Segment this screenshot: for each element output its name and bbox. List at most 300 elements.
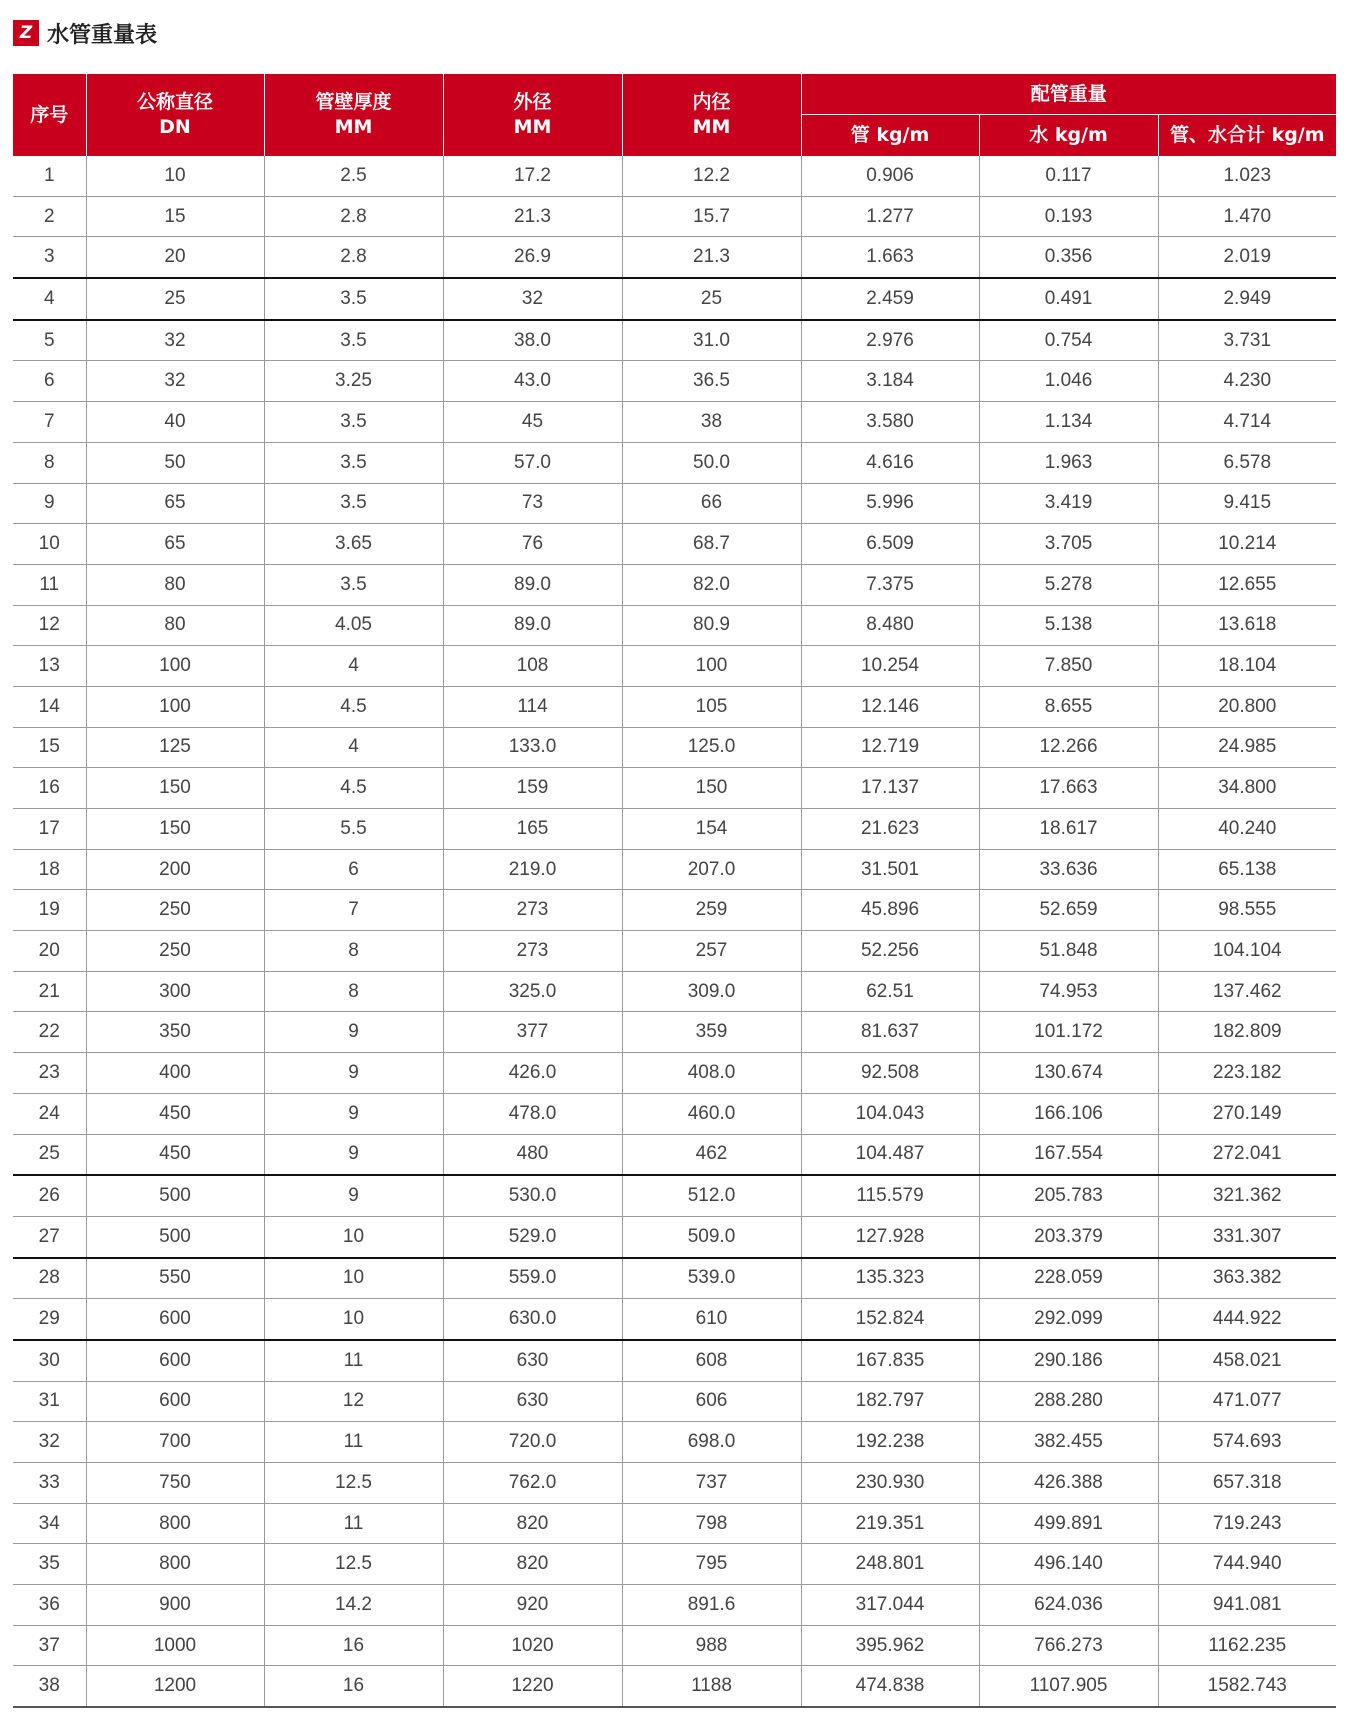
- cell-seq: 24: [13, 1093, 86, 1134]
- cell-od: 26.9: [443, 237, 622, 278]
- cell-water-weight: 1.963: [979, 442, 1158, 483]
- cell-dn: 800: [86, 1544, 264, 1585]
- cell-od: 377: [443, 1012, 622, 1053]
- cell-pipe-weight: 135.323: [801, 1258, 979, 1299]
- cell-id: 207.0: [622, 849, 801, 890]
- cell-dn: 15: [86, 196, 264, 237]
- cell-total-weight: 1162.235: [1158, 1625, 1336, 1666]
- header-outer-diameter: 外径 MM: [443, 74, 622, 156]
- cell-od: 480: [443, 1134, 622, 1175]
- cell-pipe-weight: 45.896: [801, 890, 979, 931]
- table-row: [13, 237, 1336, 278]
- cell-seq: 3: [13, 237, 86, 278]
- cell-wall: 2.5: [264, 156, 443, 196]
- cell-seq: 18: [13, 849, 86, 890]
- cell-dn: 550: [86, 1258, 264, 1299]
- cell-id: 36.5: [622, 361, 801, 402]
- cell-total-weight: 1.023: [1158, 156, 1336, 196]
- cell-total-weight: 24.985: [1158, 727, 1336, 768]
- cell-total-weight: 363.382: [1158, 1258, 1336, 1299]
- cell-pipe-weight: 31.501: [801, 849, 979, 890]
- cell-od: 89.0: [443, 564, 622, 605]
- title-bar: [13, 16, 157, 50]
- cell-seq: 34: [13, 1503, 86, 1544]
- table-row: [13, 931, 1336, 972]
- table-row: [13, 646, 1336, 687]
- cell-water-weight: 51.848: [979, 931, 1158, 972]
- header-inner-diameter: 内径 MM: [622, 74, 801, 156]
- cell-total-weight: 270.149: [1158, 1093, 1336, 1134]
- cell-total-weight: 98.555: [1158, 890, 1336, 931]
- cell-wall: 7: [264, 890, 443, 931]
- cell-id: 21.3: [622, 237, 801, 278]
- cell-water-weight: 624.036: [979, 1585, 1158, 1626]
- cell-wall: 12: [264, 1381, 443, 1422]
- table-row: [13, 768, 1336, 809]
- cell-wall: 12.5: [264, 1544, 443, 1585]
- cell-total-weight: 321.362: [1158, 1175, 1336, 1216]
- cell-id: 105: [622, 686, 801, 727]
- cell-wall: 9: [264, 1175, 443, 1216]
- cell-od: 133.0: [443, 727, 622, 768]
- cell-dn: 10: [86, 156, 264, 196]
- cell-dn: 1200: [86, 1666, 264, 1707]
- cell-pipe-weight: 104.487: [801, 1134, 979, 1175]
- cell-id: 610: [622, 1299, 801, 1340]
- cell-dn: 600: [86, 1381, 264, 1422]
- cell-dn: 250: [86, 931, 264, 972]
- cell-pipe-weight: 248.801: [801, 1544, 979, 1585]
- cell-id: 606: [622, 1381, 801, 1422]
- cell-od: 43.0: [443, 361, 622, 402]
- cell-total-weight: 1.470: [1158, 196, 1336, 237]
- cell-id: 66: [622, 483, 801, 524]
- cell-od: 89.0: [443, 605, 622, 646]
- cell-water-weight: 18.617: [979, 809, 1158, 850]
- cell-total-weight: 12.655: [1158, 564, 1336, 605]
- cell-od: 114: [443, 686, 622, 727]
- cell-dn: 150: [86, 768, 264, 809]
- cell-seq: 21: [13, 971, 86, 1012]
- cell-id: 1188: [622, 1666, 801, 1707]
- table-row: [13, 278, 1336, 320]
- cell-total-weight: 444.922: [1158, 1299, 1336, 1340]
- cell-pipe-weight: 62.51: [801, 971, 979, 1012]
- cell-wall: 10: [264, 1258, 443, 1299]
- cell-id: 539.0: [622, 1258, 801, 1299]
- cell-id: 359: [622, 1012, 801, 1053]
- header-wall-thickness: 管壁厚度 MM: [264, 74, 443, 156]
- table-row: [13, 1012, 1336, 1053]
- cell-od: 762.0: [443, 1463, 622, 1504]
- cell-total-weight: 458.021: [1158, 1340, 1336, 1381]
- cell-od: 108: [443, 646, 622, 687]
- cell-pipe-weight: 92.508: [801, 1053, 979, 1094]
- cell-id: 31.0: [622, 320, 801, 361]
- cell-dn: 250: [86, 890, 264, 931]
- cell-wall: 4: [264, 727, 443, 768]
- table-row: [13, 1175, 1336, 1216]
- table-row: [13, 1093, 1336, 1134]
- cell-pipe-weight: 104.043: [801, 1093, 979, 1134]
- pipe-weight-table: [13, 74, 1336, 1708]
- cell-water-weight: 288.280: [979, 1381, 1158, 1422]
- cell-total-weight: 744.940: [1158, 1544, 1336, 1585]
- cell-seq: 33: [13, 1463, 86, 1504]
- cell-dn: 40: [86, 402, 264, 443]
- cell-water-weight: 3.705: [979, 524, 1158, 565]
- cell-wall: 8: [264, 931, 443, 972]
- cell-water-weight: 130.674: [979, 1053, 1158, 1094]
- cell-total-weight: 223.182: [1158, 1053, 1336, 1094]
- cell-water-weight: 166.106: [979, 1093, 1158, 1134]
- cell-wall: 9: [264, 1053, 443, 1094]
- cell-water-weight: 5.278: [979, 564, 1158, 605]
- cell-water-weight: 496.140: [979, 1544, 1158, 1585]
- table-row: [13, 809, 1336, 850]
- cell-dn: 800: [86, 1503, 264, 1544]
- cell-water-weight: 0.754: [979, 320, 1158, 361]
- cell-id: 257: [622, 931, 801, 972]
- table-row: [13, 727, 1336, 768]
- cell-id: 12.2: [622, 156, 801, 196]
- cell-seq: 23: [13, 1053, 86, 1094]
- table-row: [13, 971, 1336, 1012]
- cell-dn: 150: [86, 809, 264, 850]
- cell-water-weight: 74.953: [979, 971, 1158, 1012]
- cell-dn: 450: [86, 1093, 264, 1134]
- cell-water-weight: 52.659: [979, 890, 1158, 931]
- cell-id: 50.0: [622, 442, 801, 483]
- cell-dn: 32: [86, 320, 264, 361]
- cell-water-weight: 17.663: [979, 768, 1158, 809]
- cell-dn: 600: [86, 1340, 264, 1381]
- cell-od: 73: [443, 483, 622, 524]
- cell-pipe-weight: 21.623: [801, 809, 979, 850]
- cell-od: 45: [443, 402, 622, 443]
- cell-wall: 9: [264, 1093, 443, 1134]
- cell-seq: 17: [13, 809, 86, 850]
- cell-total-weight: 2.949: [1158, 278, 1336, 320]
- cell-wall: 5.5: [264, 809, 443, 850]
- cell-dn: 300: [86, 971, 264, 1012]
- cell-wall: 3.5: [264, 483, 443, 524]
- cell-seq: 11: [13, 564, 86, 605]
- cell-water-weight: 33.636: [979, 849, 1158, 890]
- cell-seq: 28: [13, 1258, 86, 1299]
- cell-pipe-weight: 3.184: [801, 361, 979, 402]
- cell-pipe-weight: 52.256: [801, 931, 979, 972]
- table-row: [13, 1666, 1336, 1707]
- table-row: [13, 320, 1336, 361]
- cell-seq: 22: [13, 1012, 86, 1053]
- cell-wall: 16: [264, 1666, 443, 1707]
- header-seq: 序号: [13, 74, 86, 156]
- cell-od: 478.0: [443, 1093, 622, 1134]
- cell-seq: 5: [13, 320, 86, 361]
- cell-id: 509.0: [622, 1216, 801, 1257]
- cell-od: 219.0: [443, 849, 622, 890]
- cell-pipe-weight: 10.254: [801, 646, 979, 687]
- cell-water-weight: 0.356: [979, 237, 1158, 278]
- cell-total-weight: 4.714: [1158, 402, 1336, 443]
- cell-wall: 3.5: [264, 278, 443, 320]
- header-nominal-diameter: 公称直径 DN: [86, 74, 264, 156]
- cell-od: 529.0: [443, 1216, 622, 1257]
- cell-dn: 80: [86, 564, 264, 605]
- cell-water-weight: 0.491: [979, 278, 1158, 320]
- cell-od: 17.2: [443, 156, 622, 196]
- cell-dn: 600: [86, 1299, 264, 1340]
- cell-dn: 500: [86, 1175, 264, 1216]
- cell-seq: 9: [13, 483, 86, 524]
- cell-wall: 8: [264, 971, 443, 1012]
- table-row: [13, 483, 1336, 524]
- cell-id: 154: [622, 809, 801, 850]
- cell-id: 25: [622, 278, 801, 320]
- cell-pipe-weight: 152.824: [801, 1299, 979, 1340]
- table-row: [13, 524, 1336, 565]
- cell-wall: 6: [264, 849, 443, 890]
- cell-dn: 80: [86, 605, 264, 646]
- cell-total-weight: 34.800: [1158, 768, 1336, 809]
- cell-water-weight: 7.850: [979, 646, 1158, 687]
- cell-seq: 29: [13, 1299, 86, 1340]
- page-title: 水管重量表: [47, 22, 158, 48]
- cell-water-weight: 290.186: [979, 1340, 1158, 1381]
- cell-seq: 36: [13, 1585, 86, 1626]
- cell-pipe-weight: 2.459: [801, 278, 979, 320]
- cell-wall: 16: [264, 1625, 443, 1666]
- cell-total-weight: 471.077: [1158, 1381, 1336, 1422]
- cell-od: 21.3: [443, 196, 622, 237]
- cell-od: 273: [443, 931, 622, 972]
- cell-id: 259: [622, 890, 801, 931]
- cell-wall: 3.5: [264, 402, 443, 443]
- cell-water-weight: 167.554: [979, 1134, 1158, 1175]
- cell-wall: 3.25: [264, 361, 443, 402]
- cell-wall: 4.5: [264, 686, 443, 727]
- cell-id: 698.0: [622, 1422, 801, 1463]
- cell-total-weight: 657.318: [1158, 1463, 1336, 1504]
- cell-pipe-weight: 8.480: [801, 605, 979, 646]
- cell-id: 125.0: [622, 727, 801, 768]
- cell-seq: 37: [13, 1625, 86, 1666]
- table-row: [13, 1381, 1336, 1422]
- cell-pipe-weight: 81.637: [801, 1012, 979, 1053]
- cell-total-weight: 272.041: [1158, 1134, 1336, 1175]
- table-row: [13, 1134, 1336, 1175]
- cell-total-weight: 1582.743: [1158, 1666, 1336, 1707]
- cell-pipe-weight: 1.277: [801, 196, 979, 237]
- cell-id: 100: [622, 646, 801, 687]
- cell-seq: 12: [13, 605, 86, 646]
- cell-wall: 10: [264, 1299, 443, 1340]
- cell-od: 559.0: [443, 1258, 622, 1299]
- cell-seq: 4: [13, 278, 86, 320]
- cell-wall: 14.2: [264, 1585, 443, 1626]
- cell-water-weight: 382.455: [979, 1422, 1158, 1463]
- cell-seq: 16: [13, 768, 86, 809]
- cell-wall: 2.8: [264, 196, 443, 237]
- cell-dn: 900: [86, 1585, 264, 1626]
- cell-seq: 15: [13, 727, 86, 768]
- cell-od: 1020: [443, 1625, 622, 1666]
- cell-pipe-weight: 3.580: [801, 402, 979, 443]
- cell-id: 608: [622, 1340, 801, 1381]
- cell-wall: 4.5: [264, 768, 443, 809]
- table-row: [13, 605, 1336, 646]
- cell-wall: 4.05: [264, 605, 443, 646]
- table-row: [13, 1258, 1336, 1299]
- cell-seq: 30: [13, 1340, 86, 1381]
- cell-total-weight: 18.104: [1158, 646, 1336, 687]
- cell-water-weight: 5.138: [979, 605, 1158, 646]
- cell-total-weight: 3.731: [1158, 320, 1336, 361]
- header-water-weight: 水 kg/m: [979, 115, 1158, 157]
- cell-dn: 100: [86, 646, 264, 687]
- table-body: [13, 156, 1336, 1707]
- cell-pipe-weight: 474.838: [801, 1666, 979, 1707]
- cell-seq: 10: [13, 524, 86, 565]
- table-row: [13, 1503, 1336, 1544]
- cell-pipe-weight: 12.719: [801, 727, 979, 768]
- table-row: [13, 686, 1336, 727]
- cell-wall: 10: [264, 1216, 443, 1257]
- cell-water-weight: 499.891: [979, 1503, 1158, 1544]
- cell-dn: 65: [86, 483, 264, 524]
- cell-seq: 26: [13, 1175, 86, 1216]
- cell-dn: 200: [86, 849, 264, 890]
- table-row: [13, 890, 1336, 931]
- cell-id: 795: [622, 1544, 801, 1585]
- cell-water-weight: 0.117: [979, 156, 1158, 196]
- cell-wall: 3.5: [264, 442, 443, 483]
- cell-od: 32: [443, 278, 622, 320]
- cell-total-weight: 574.693: [1158, 1422, 1336, 1463]
- cell-id: 150: [622, 768, 801, 809]
- cell-id: 408.0: [622, 1053, 801, 1094]
- table-row: [13, 1299, 1336, 1340]
- cell-seq: 6: [13, 361, 86, 402]
- cell-od: 720.0: [443, 1422, 622, 1463]
- table-row: [13, 1340, 1336, 1381]
- table-row: [13, 361, 1336, 402]
- cell-pipe-weight: 1.663: [801, 237, 979, 278]
- table-row: [13, 1585, 1336, 1626]
- cell-od: 820: [443, 1544, 622, 1585]
- table-row: [13, 442, 1336, 483]
- cell-id: 462: [622, 1134, 801, 1175]
- cell-id: 68.7: [622, 524, 801, 565]
- cell-pipe-weight: 115.579: [801, 1175, 979, 1216]
- cell-od: 630: [443, 1340, 622, 1381]
- cell-water-weight: 205.783: [979, 1175, 1158, 1216]
- header-weight-group: 配管重量: [801, 74, 1336, 115]
- cell-od: 38.0: [443, 320, 622, 361]
- cell-dn: 32: [86, 361, 264, 402]
- cell-total-weight: 719.243: [1158, 1503, 1336, 1544]
- cell-wall: 2.8: [264, 237, 443, 278]
- cell-wall: 9: [264, 1134, 443, 1175]
- cell-pipe-weight: 4.616: [801, 442, 979, 483]
- cell-od: 159: [443, 768, 622, 809]
- cell-id: 512.0: [622, 1175, 801, 1216]
- cell-seq: 38: [13, 1666, 86, 1707]
- table-row: [13, 1625, 1336, 1666]
- cell-id: 82.0: [622, 564, 801, 605]
- cell-dn: 25: [86, 278, 264, 320]
- cell-total-weight: 941.081: [1158, 1585, 1336, 1626]
- cell-wall: 4: [264, 646, 443, 687]
- cell-id: 737: [622, 1463, 801, 1504]
- cell-id: 460.0: [622, 1093, 801, 1134]
- brand-logo-icon: Z: [13, 20, 39, 46]
- table-row: [13, 849, 1336, 890]
- cell-od: 530.0: [443, 1175, 622, 1216]
- cell-total-weight: 2.019: [1158, 237, 1336, 278]
- cell-seq: 1: [13, 156, 86, 196]
- cell-seq: 20: [13, 931, 86, 972]
- cell-water-weight: 766.273: [979, 1625, 1158, 1666]
- table-row: [13, 156, 1336, 196]
- cell-wall: 12.5: [264, 1463, 443, 1504]
- cell-od: 820: [443, 1503, 622, 1544]
- table-row: [13, 1053, 1336, 1094]
- cell-seq: 31: [13, 1381, 86, 1422]
- cell-od: 57.0: [443, 442, 622, 483]
- cell-dn: 100: [86, 686, 264, 727]
- cell-seq: 19: [13, 890, 86, 931]
- cell-total-weight: 331.307: [1158, 1216, 1336, 1257]
- cell-pipe-weight: 317.044: [801, 1585, 979, 1626]
- cell-wall: 11: [264, 1422, 443, 1463]
- cell-od: 426.0: [443, 1053, 622, 1094]
- table-row: [13, 402, 1336, 443]
- cell-wall: 11: [264, 1503, 443, 1544]
- cell-seq: 35: [13, 1544, 86, 1585]
- table-row: [13, 1216, 1336, 1257]
- cell-pipe-weight: 127.928: [801, 1216, 979, 1257]
- cell-od: 1220: [443, 1666, 622, 1707]
- cell-total-weight: 137.462: [1158, 971, 1336, 1012]
- cell-water-weight: 1107.905: [979, 1666, 1158, 1707]
- cell-dn: 1000: [86, 1625, 264, 1666]
- cell-pipe-weight: 219.351: [801, 1503, 979, 1544]
- cell-seq: 2: [13, 196, 86, 237]
- cell-id: 309.0: [622, 971, 801, 1012]
- cell-total-weight: 4.230: [1158, 361, 1336, 402]
- table-row: [13, 196, 1336, 237]
- cell-water-weight: 1.046: [979, 361, 1158, 402]
- cell-total-weight: 10.214: [1158, 524, 1336, 565]
- cell-dn: 500: [86, 1216, 264, 1257]
- cell-wall: 11: [264, 1340, 443, 1381]
- cell-pipe-weight: 17.137: [801, 768, 979, 809]
- header-pipe-weight: 管 kg/m: [801, 115, 979, 157]
- table-row: [13, 1544, 1336, 1585]
- cell-wall: 9: [264, 1012, 443, 1053]
- cell-seq: 25: [13, 1134, 86, 1175]
- header-total-weight: 管、水合计 kg/m: [1158, 115, 1336, 157]
- cell-pipe-weight: 2.976: [801, 320, 979, 361]
- cell-od: 76: [443, 524, 622, 565]
- cell-pipe-weight: 7.375: [801, 564, 979, 605]
- cell-dn: 400: [86, 1053, 264, 1094]
- cell-id: 15.7: [622, 196, 801, 237]
- cell-water-weight: 12.266: [979, 727, 1158, 768]
- cell-total-weight: 104.104: [1158, 931, 1336, 972]
